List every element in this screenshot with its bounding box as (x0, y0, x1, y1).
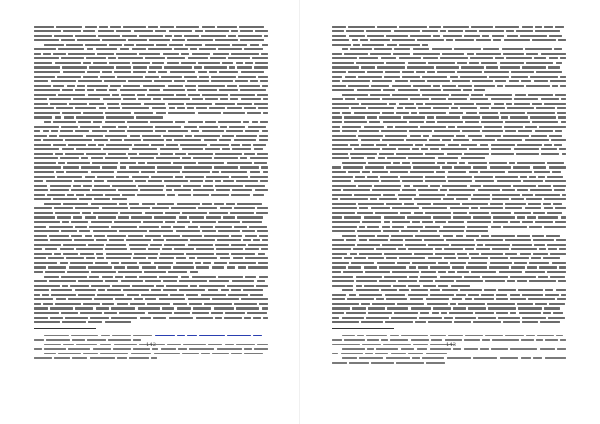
body-text-right (332, 24, 566, 324)
footnotes-right (332, 333, 566, 365)
text-line (332, 320, 566, 325)
text-line (34, 356, 268, 361)
page-number: 143 (446, 342, 457, 348)
footnote-rule (332, 328, 394, 329)
text-line (332, 360, 566, 365)
page-right (300, 0, 600, 424)
footnote-rule (34, 328, 96, 329)
page-number: 142 (146, 342, 157, 348)
body-text-left (34, 24, 268, 324)
text-line (34, 320, 268, 325)
